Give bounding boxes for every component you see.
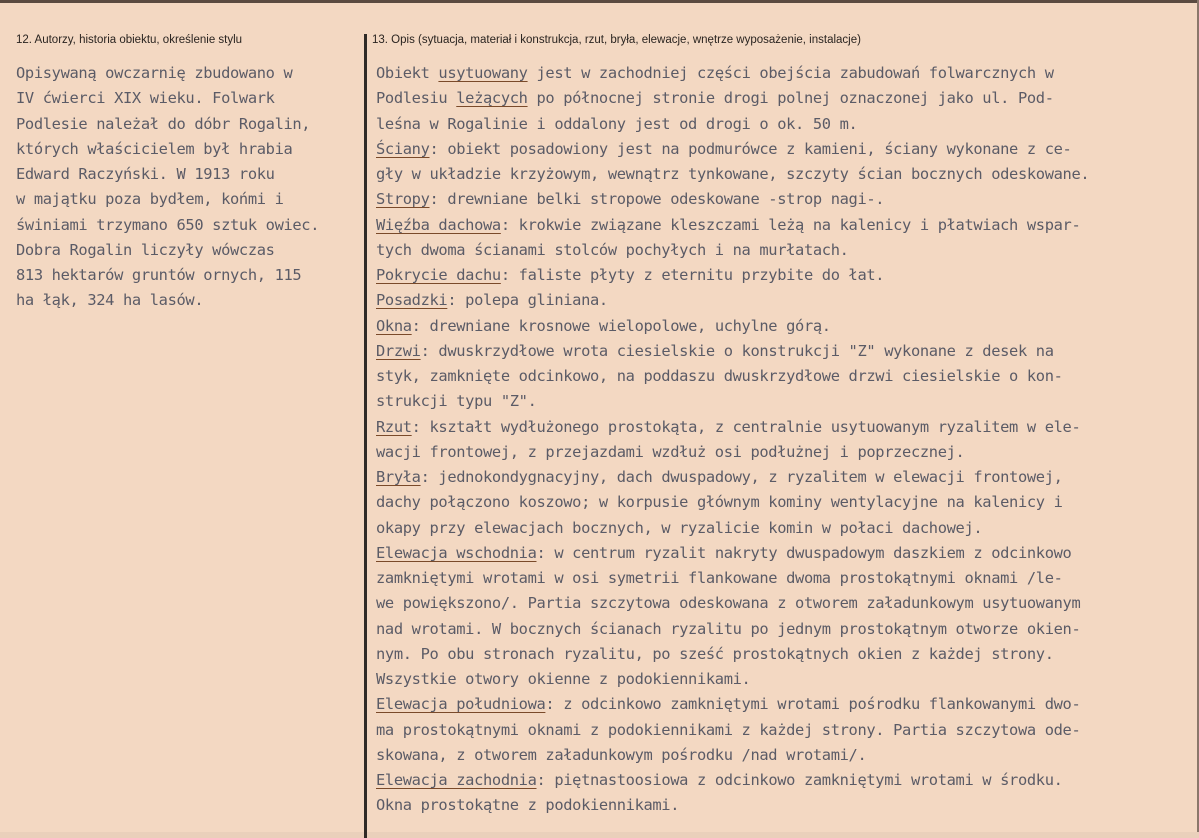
description-line (376, 617, 1191, 642)
line-text: dachy połączono koszowo; w korpusie głównym kominy wentylacyjne na kalenicy i (376, 493, 1063, 512)
description-line (376, 566, 1191, 591)
line-text: : drewniane belki stropowe odeskowane -strop nagi-. (429, 190, 885, 209)
underlined-heading: Więźba dachowa (376, 215, 501, 234)
line-prefix: Obiekt (376, 64, 439, 82)
underlined-heading: Drzwi (376, 341, 421, 360)
line-text: nad wrotami. W bocznych ścianach ryzalitu po jednym prostokątnym otworze okien- (376, 619, 1081, 638)
description-line (376, 516, 1191, 541)
underlined-heading: Rzut (376, 417, 412, 436)
description-line (376, 541, 1191, 566)
line-text: ma prostokątnymi oknami z podokiennikami z każdej strony. Partia szczytowa ode- (376, 720, 1081, 739)
description-line (376, 718, 1191, 743)
line-text: strukcji typu "Z". (376, 392, 537, 411)
line-text: : kształt wydłużonego prostokąta, z centralnie usytuowanym ryzalitem w ele- (411, 417, 1081, 436)
history-line: Podlesie należał do dóbr Rogalin, (16, 114, 311, 133)
description-line (376, 793, 1191, 818)
description-line (376, 591, 1191, 616)
line-text: gły w układzie krzyżowym, wewnątrz tynkowane, szczyty ścian bocznych odeskowane. (376, 165, 1090, 183)
line-text: zamkniętymi wrotami w osi symetrii flankowane dwoma prostokątnymi oknami /le- (376, 569, 1063, 587)
line-text: : z odcinkowo zamkniętymi wrotami pośrodku flankowanymi dwo- (545, 695, 1081, 714)
underlined-heading: Pokrycie dachu (376, 266, 501, 284)
description-line (376, 86, 1191, 111)
description-line (376, 339, 1191, 364)
description-line (376, 213, 1191, 238)
line-text: we powiększono/. Partia szczytowa odeskowana z otworem załadunkowym usytuowanym (376, 594, 1081, 613)
bottom-edge (0, 832, 1199, 838)
line-prefix: Podlesiu (376, 89, 457, 108)
description-line (376, 692, 1191, 717)
description-line (376, 667, 1191, 692)
line-text: : polepa gliniana. (447, 291, 608, 310)
description-line (376, 768, 1191, 793)
history-line: ha łąk, 324 ha lasów. (16, 291, 204, 310)
underlined-heading: Elewacja wschodnia (376, 543, 537, 562)
line-text: tych dwoma ścianami stolców pochyłych i na murłatach. (376, 240, 849, 259)
line-text: wacji frontowej, z przejazdami wzdłuż osi podłużnej i poprzecznej. (376, 442, 965, 461)
line-text: Wszystkie otwory okienne z podokiennikami. (376, 670, 751, 688)
underlined-heading: Elewacja zachodnia (376, 771, 537, 789)
line-text: : drewniane krosnowe wielopolowe, uchylne górą. (411, 316, 831, 335)
column-divider (364, 34, 367, 838)
line-text: po północnej stronie drogi polnej oznaczonej jako ul. Pod- (527, 89, 1054, 108)
underlined-heading: Bryła (376, 468, 421, 486)
line-text: styk, zamknięte odcinkowo, na poddaszu dwuskrzydłowe drzwi ciesielskie o kon- (376, 367, 1063, 385)
line-text: : piętnastoosiowa z odcinkowo zamkniętymi wrotami w środku. (536, 771, 1063, 789)
line-text: leśna w Rogalinie i oddalony jest od drogi o ok. 50 m. (376, 114, 858, 133)
description-line (376, 61, 1191, 86)
underlined-heading: Ściany (376, 139, 430, 158)
description-line (376, 440, 1191, 465)
section-12-header: 12. Autorzy, historia obiektu, określenie stylu (16, 34, 243, 46)
description-line (376, 263, 1191, 288)
underlined-heading: Elewacja południowa (376, 695, 546, 714)
description-line (376, 389, 1191, 414)
history-line: w majątku poza bydłem, końmi i (16, 190, 284, 209)
description-line (376, 415, 1191, 440)
line-text: skowana, z otworem załadunkowym pośrodku /nad wrotami/. (376, 745, 867, 764)
description-text (376, 61, 1191, 819)
underlined-heading: Okna (376, 316, 412, 335)
history-text (16, 61, 361, 314)
description-line (376, 364, 1191, 389)
description-line (376, 137, 1191, 162)
history-line: których właścicielem był hrabia (16, 139, 293, 158)
line-text: nym. Po obu stronach ryzalitu, po sześć prostokątnych okien z każdej strony. (376, 644, 1054, 663)
line-text: : krokwie związane kleszczami leżą na kalenicy i płatwiach wspar- (500, 215, 1081, 234)
line-text: Okna prostokątne z podokiennikami. (376, 796, 680, 815)
underlined-heading: leżących (456, 89, 528, 108)
description-line (376, 288, 1191, 313)
description-line (376, 465, 1191, 490)
line-text: jest w zachodniej części obejścia zabudowań folwarcznych w (527, 64, 1054, 82)
description-line (376, 187, 1191, 212)
description-line (376, 743, 1191, 768)
description-line (376, 490, 1191, 515)
line-text: : obiekt posadowiony jest na podmurówce z kamieni, ściany wykonane z ce- (429, 139, 1072, 158)
description-line (376, 314, 1191, 339)
line-text: : w centrum ryzalit nakryty dwuspadowym daszkiem z odcinkowo (536, 543, 1072, 562)
line-text: : faliste płyty z eternitu przybite do łat. (500, 266, 885, 284)
history-line: świniami trzymano 650 sztuk owiec. (16, 215, 320, 234)
history-line: Opisywaną owczarnię zbudowano w (16, 64, 293, 82)
line-text: : jednokondygnacyjny, dach dwuspadowy, z ryzalitem w elewacji frontowej, (420, 468, 1063, 486)
line-text: : dwuskrzydłowe wrota ciesielskie o konstrukcji "Z" wykonane z desek na (420, 341, 1054, 360)
history-line: 813 hektarów gruntów ornych, 115 (16, 266, 302, 284)
history-line: Edward Raczyński. W 1913 roku (16, 165, 275, 183)
description-line (376, 112, 1191, 137)
section-13-header: 13. Opis (sytuacja, materiał i konstrukcja, rzut, bryła, elewacje, wnętrze wyposażenie, instalacje) (372, 34, 861, 46)
underlined-heading: Stropy (376, 190, 430, 209)
description-line (376, 642, 1191, 667)
underlined-heading: Posadzki (376, 291, 448, 310)
line-text: okapy przy elewacjach bocznych, w ryzalicie komin w połaci dachowej. (376, 518, 983, 537)
top-border (0, 0, 1199, 3)
history-line: Dobra Rogalin liczyły wówczas (16, 240, 275, 259)
underlined-heading: usytuowany (438, 64, 528, 82)
history-line: IV ćwierci XIX wieku. Folwark (16, 89, 275, 108)
description-line (376, 238, 1191, 263)
description-line (376, 162, 1191, 187)
